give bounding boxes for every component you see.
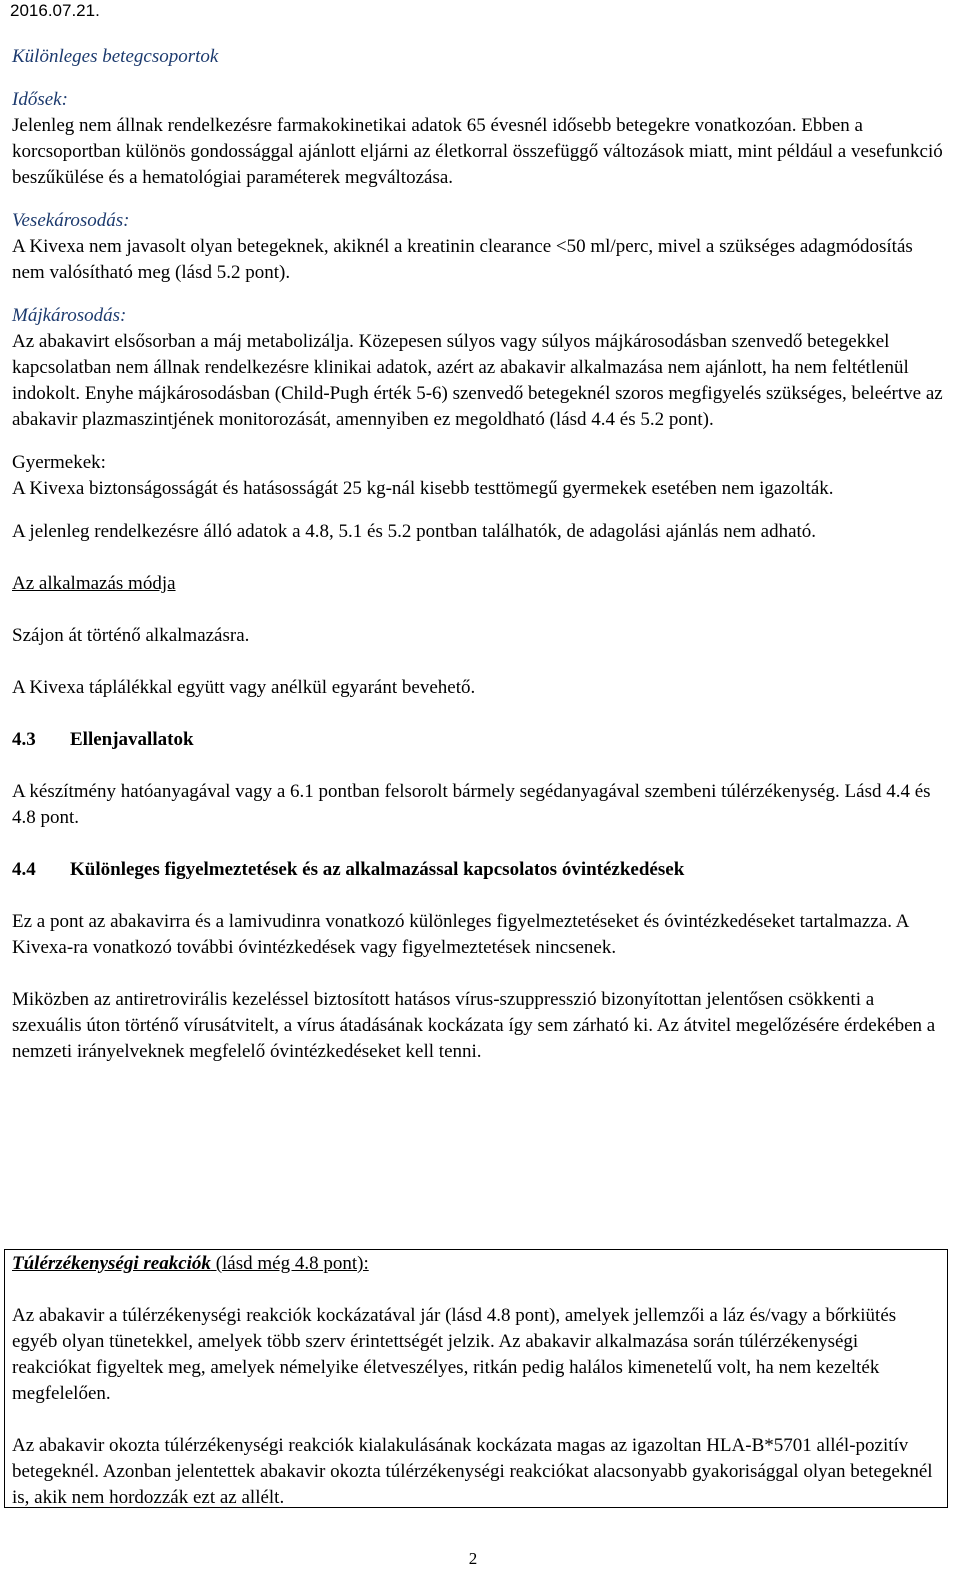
warnings-title: Különleges figyelmeztetések és az alkalmazással kapcsolatos óvintézkedések xyxy=(70,859,685,880)
children-heading: Gyermekek: xyxy=(12,452,106,473)
contraindications-title: Ellenjavallatok xyxy=(70,729,194,750)
contraindications-heading xyxy=(12,727,946,753)
renal-text: A Kivexa nem javasolt olyan betegeknek, akiknél a kreatinin clearance <50 ml/perc, mivel a szükséges adagmódosítás nem valósítható meg (lásd 5.2 pont). xyxy=(12,236,913,283)
hypersensitivity-heading-suffix: (lásd még 4.8 pont): xyxy=(210,1253,369,1274)
warnings-text-1: Ez a pont az abakavirra és a lamivudinra vonatkozó különleges figyelmeztetéseket és óvintézkedéseket tartalmazza. A Kivexa-ra vonatkozó további óvintézkedések vagy figyelmeztetések nincsenek. xyxy=(12,911,909,958)
hepatic-heading: Májkárosodás: xyxy=(12,305,127,326)
document-date: 2016.07.21. xyxy=(10,1,100,20)
elderly-heading: Idősek: xyxy=(12,89,68,110)
warnings-text-2: Miközben az antiretrovirális kezeléssel biztosított hatásos vírus-szuppresszió bizonyítottan jelentősen csökkenti a szexuális úton történő vírusátvitelt, a vírus átadásának kockázata így sem zárható ki. Az átvitel megelőzésére érdekében a nemzeti irányelveknek megfelelő óvintézkedéseket kell tenni. xyxy=(12,989,936,1062)
section-title: Különleges betegcsoportok xyxy=(12,46,219,67)
warnings-number: 4.4 xyxy=(12,859,36,880)
hypersensitivity-heading: Túlérzékenységi reakciók xyxy=(12,1253,211,1274)
hepatic-text: Az abakavirt elsősorban a máj metabolizálja. Közepesen súlyos vagy súlyos májkárosodásban szenvedő betegekkel kapcsolatban nem állnak rendelkezésre klinikai adatok, azért az abakavir alkalmazása nem ajánlott, ha nem feltétlenül indokolt. Enyhe májkárosodásban (Child-Pugh érték 5-6) szenvedő betegeknél szoros megfigyelés szükséges, beleértve az abakavir plazmaszintjének monitorozását, amennyiben ez megoldható (lásd 4.4 és 5.2 pont). xyxy=(12,331,943,430)
administration-heading: Az alkalmazás módja xyxy=(12,573,176,594)
page-number: 2 xyxy=(468,1549,478,1568)
hypersensitivity-content xyxy=(12,1251,942,1511)
children-text-2: A jelenleg rendelkezésre álló adatok a 4.8, 5.1 és 5.2 pontban találhatók, de adagolási ajánlás nem adható. xyxy=(12,521,817,542)
contraindications-text: A készítmény hatóanyagával vagy a 6.1 pontban felsorolt bármely segédanyagával szembeni túlérzékenység. Lásd 4.4 és 4.8 pont. xyxy=(12,781,931,828)
hypersensitivity-heading-line xyxy=(12,1251,942,1277)
hypersensitivity-text-2: Az abakavir okozta túlérzékenységi reakciók kialakulásának kockázata magas az igazoltan HLA-B*5701 allél-pozitív betegeknél. Azonban jelentettek abakavir okozta túlérzékenységi reakciókat alacsonyabb gyakorisággal olyan betegeknél is, akik nem hordozzák ezt az allélt. xyxy=(12,1435,933,1508)
administration-text-1: Szájon át történő alkalmazásra. xyxy=(12,625,250,646)
renal-heading: Vesekárosodás: xyxy=(12,210,130,231)
elderly-text: Jelenleg nem állnak rendelkezésre farmakokinetikai adatok 65 évesnél idősebb betegekre vonatkozóan. Ebben a korcsoportban különös gondossággal ajánlott eljárni az életkorral összefüggő változások miatt, mint például a vesefunkció beszűkülése és a hematológiai paraméterek megváltozása. xyxy=(12,115,943,188)
administration-text-2: A Kivexa táplálékkal együtt vagy anélkül egyaránt bevehető. xyxy=(12,677,476,698)
document-body xyxy=(12,44,946,1065)
warnings-heading xyxy=(12,857,946,883)
contraindications-number: 4.3 xyxy=(12,729,36,750)
hypersensitivity-text-1: Az abakavir a túlérzékenységi reakciók kockázatával jár (lásd 4.8 pont), amelyek jellemzői a láz és/vagy a bőrkiütés egyéb olyan tünetekkel, amelyek több szerv érintettségét jelzik. Az abakavir alkalmazása során túlérzékenységi reakciókat figyeltek meg, amelyek némelyike életveszélyes, ritkán pedig halálos kimenetelű volt, ha nem kezelték megfelelően. xyxy=(12,1305,897,1404)
children-text-1: A Kivexa biztonságosságát és hatásosságát 25 kg-nál kisebb testtömegű gyermekek esetében nem igazolták. xyxy=(12,478,834,499)
